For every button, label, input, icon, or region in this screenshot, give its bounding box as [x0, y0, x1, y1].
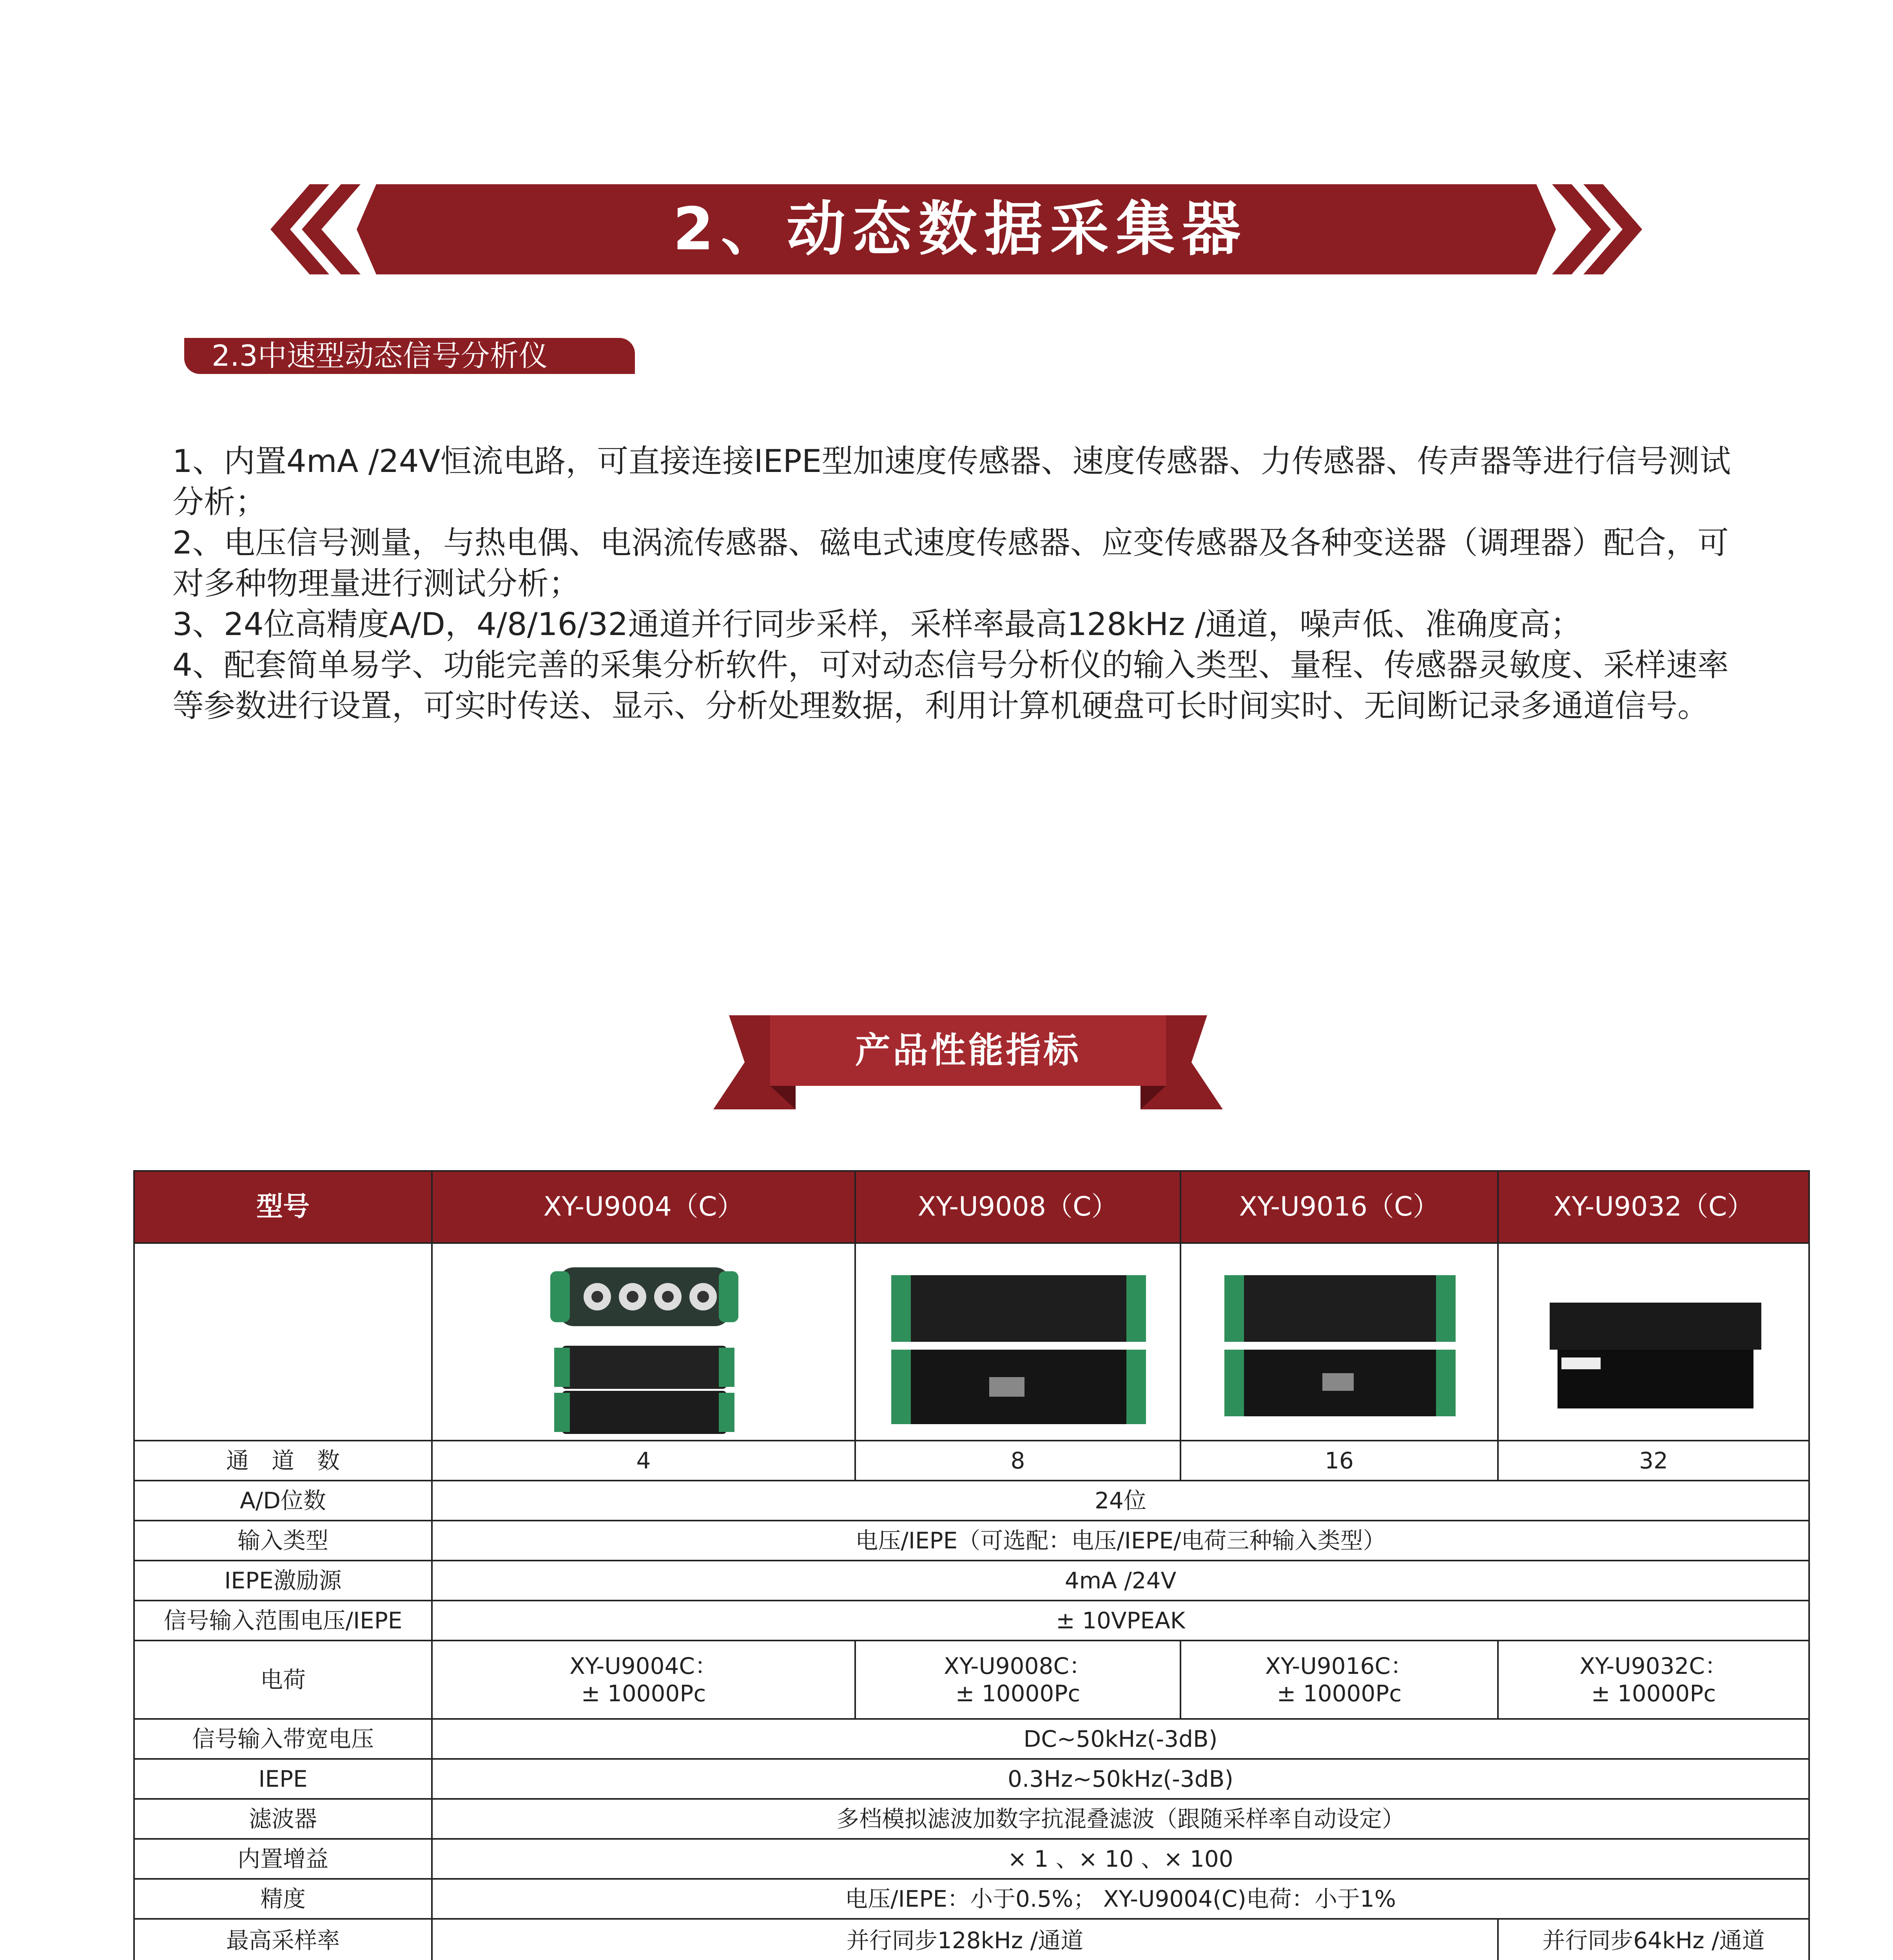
feature-item: 1、内置4mA /24V恒流电路，可直接连接IEPE型加速度传感器、速度传感器、力传感器、传声器等进行信号测试分析；	[172, 443, 1731, 520]
table-row	[134, 1641, 1809, 1719]
row-label: IEPE	[134, 1759, 432, 1799]
empty-cell	[134, 1243, 432, 1441]
model-header: XY-U9016（C）	[1180, 1171, 1498, 1243]
table-row	[134, 1839, 1809, 1879]
table-cell: 电压/IEPE（可选配：电压/IEPE/电荷三种输入类型）	[432, 1521, 1809, 1561]
table-cell: ± 10VPEAK	[432, 1601, 1809, 1641]
row-label: 滤波器	[134, 1799, 432, 1839]
feature-list	[172, 441, 1748, 726]
row-label: 输入类型	[134, 1521, 432, 1561]
cell-line: ± 10000Pc	[955, 1680, 1081, 1707]
table-cell: 4	[432, 1441, 855, 1481]
table-cell: 0.3Hz~50kHz(-3dB)	[432, 1759, 1809, 1799]
product-image-u9008	[856, 1244, 1181, 1440]
feature-item: 2、电压信号测量，与热电偶、电涡流传感器、磁电式速度传感器、应变传感器及各种变送器（调理器）配合，可对多种物理量进行测试分析；	[172, 524, 1729, 602]
spec-section-title: 产品性能指标	[855, 1030, 1081, 1071]
table-row	[134, 1719, 1809, 1759]
header-label: 型号	[134, 1171, 432, 1243]
cell-line: ± 10000Pc	[581, 1680, 706, 1707]
product-image-cell	[432, 1243, 855, 1441]
cell-line: XY-U9016C：	[1265, 1653, 1413, 1679]
product-image-cell	[1180, 1243, 1498, 1441]
table-row	[134, 1879, 1809, 1919]
table-cell: 4mA /24V	[432, 1561, 1809, 1601]
table-cell: 并行同步64kHz /通道	[1498, 1919, 1809, 1960]
row-label: 通 道 数	[134, 1441, 432, 1481]
row-label: IEPE激励源	[134, 1561, 432, 1601]
table-row	[134, 1799, 1809, 1839]
product-image-cell	[855, 1243, 1180, 1441]
table-cell: 8	[855, 1441, 1180, 1481]
table-row	[134, 1481, 1809, 1521]
table-cell: DC~50kHz(-3dB)	[432, 1719, 1809, 1759]
product-image-u9016	[1181, 1244, 1499, 1440]
model-header: XY-U9004（C）	[432, 1171, 855, 1243]
table-cell	[855, 1641, 1180, 1719]
feature-item: 3、24位高精度A/D，4/8/16/32通道并行同步采样，采样率最高128kHz /通道，噪声低、准确度高；	[172, 606, 1582, 642]
product-image-cell	[1498, 1243, 1809, 1441]
table-cell: 多档模拟滤波加数字抗混叠滤波（跟随采样率自动设定）	[432, 1799, 1809, 1839]
table-row	[134, 1601, 1809, 1641]
page-title: 2、动态数据采集器	[673, 195, 1248, 263]
product-image-row	[134, 1243, 1809, 1441]
table-cell: 电压/IEPE：小于0.5%； XY-U9004(C)电荷：小于1%	[432, 1879, 1809, 1919]
cell-line: XY-U9008C：	[944, 1653, 1092, 1679]
row-label: 最高采样率	[134, 1919, 432, 1960]
table-header-row	[134, 1171, 1809, 1243]
model-header: XY-U9032（C）	[1498, 1171, 1809, 1243]
table-cell: 32	[1498, 1441, 1809, 1481]
cell-line: ± 10000Pc	[1277, 1680, 1402, 1707]
subsection-title: 2.3中速型动态信号分析仪	[212, 339, 548, 373]
table-cell: × 1 、× 10 、× 100	[432, 1839, 1809, 1879]
product-image-u9004	[433, 1244, 856, 1440]
table-cell	[1498, 1641, 1809, 1719]
cell-line: ± 10000Pc	[1591, 1680, 1716, 1707]
row-label: A/D位数	[134, 1481, 432, 1521]
feature-item: 4、配套简单易学、功能完善的采集分析软件，可对动态信号分析仪的输入类型、量程、传感器灵敏度、采样速率等参数进行设置，可实时传送、显示、分析处理数据，利用计算机硬盘可长时间实时、无间断记录多通道信号。	[172, 647, 1729, 724]
table-cell: 16	[1180, 1441, 1498, 1481]
row-label: 内置增益	[134, 1839, 432, 1879]
cell-line: XY-U9032C：	[1579, 1653, 1728, 1679]
table-cell	[432, 1641, 855, 1719]
table-cell	[1180, 1641, 1498, 1719]
table-row	[134, 1919, 1809, 1960]
row-label: 电荷	[134, 1641, 432, 1719]
row-label: 信号输入范围电压/IEPE	[134, 1601, 432, 1641]
model-header: XY-U9008（C）	[855, 1171, 1180, 1243]
table-row	[134, 1561, 1809, 1601]
table-row	[134, 1759, 1809, 1799]
product-image-u9032	[1499, 1244, 1810, 1440]
table-row	[134, 1521, 1809, 1561]
spec-table	[133, 1170, 1810, 1960]
row-label: 精度	[134, 1879, 432, 1919]
cell-line: XY-U9004C：	[569, 1653, 718, 1679]
table-cell: 24位	[432, 1481, 1809, 1521]
table-row	[134, 1441, 1809, 1481]
table-cell: 并行同步128kHz /通道	[432, 1919, 1498, 1960]
row-label: 信号输入带宽电压	[134, 1719, 432, 1759]
